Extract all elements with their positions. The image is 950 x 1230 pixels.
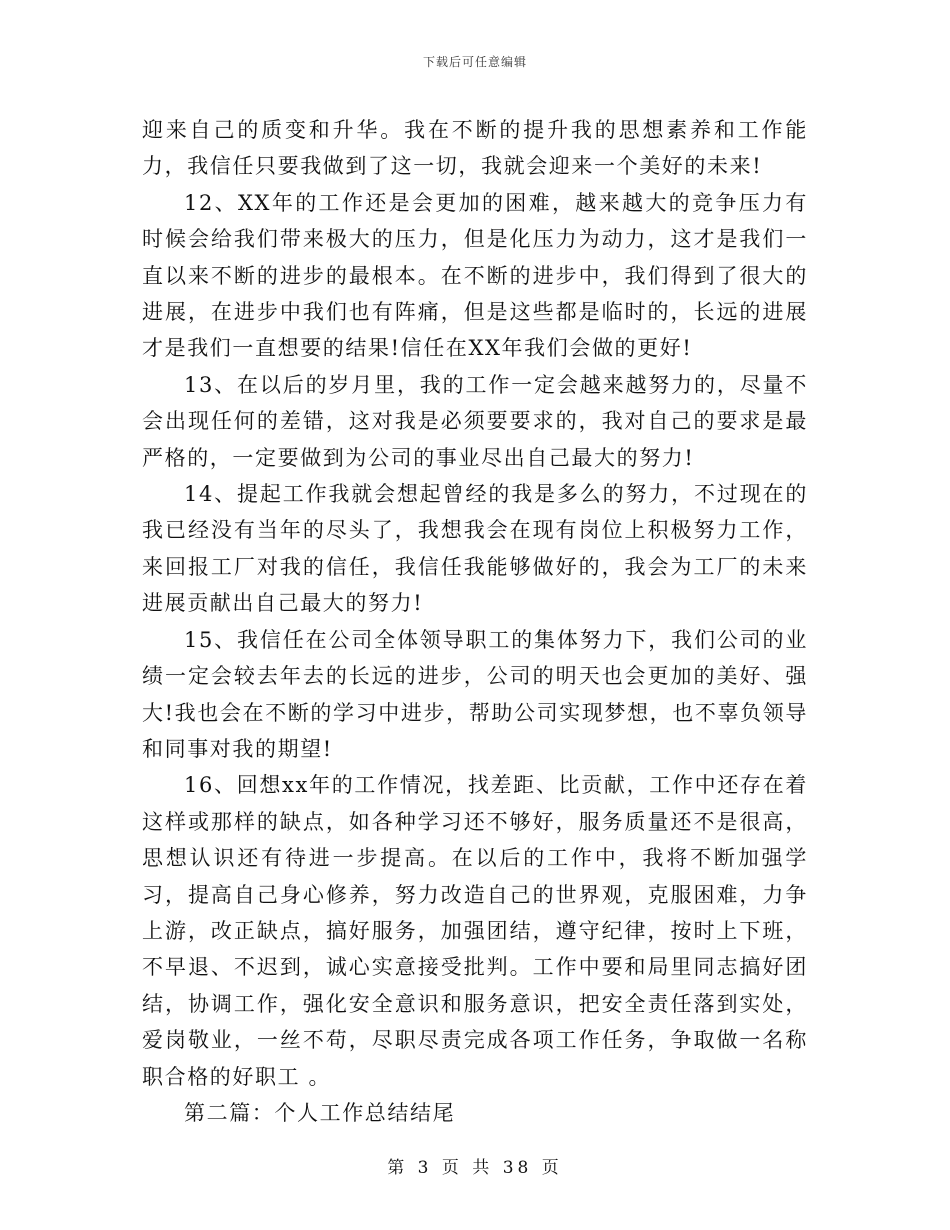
document-body	[142, 112, 808, 1131]
paragraph-13: 13、在以后的岁月里，我的工作一定会越来越努力的，尽量不会出现任何的差错，这对我是必须要要求的，我对自己的要求是最严格的，一定要做到为公司的事业尽出自己最大的努力!	[142, 372, 808, 470]
section-title: 第二篇：个人工作总结结尾	[184, 1100, 456, 1125]
paragraph-continuation: 迎来自己的质变和升华。我在不断的提升我的思想素养和工作能力，我信任只要我做到了这一切，我就会迎来一个美好的未来!	[142, 118, 808, 179]
page-header: 下载后可任意编辑	[422, 55, 527, 69]
paragraph-16: 16、回想xx年的工作情况，找差距、比贡献，工作中还存在着这样或那样的缺点，如各种学习还不够好，服务质量还不是很高，思想认识还有待进一步提高。在以后的工作中，我将不断加强学习，提高自己身心修养，努力改造自己的世界观，克服困难，力争上游，改正缺点，搞好服务，加强团结，遵守纪律，按时上下班，不早退、不迟到，诚心实意接受批判。工作中要和局里同志搞好团结，协调工作，强化安全意识和服务意识，把安全责任落到实处，爱岗敬业，一丝不苟，尽职尽责完成各项工作任务，争取做一名称职合格的好职工 。	[142, 773, 808, 1089]
page-number: 第 3 页 共 38 页	[387, 1158, 563, 1178]
paragraph-12: 12、XX年的工作还是会更加的困难，越来越大的竞争压力有时候会给我们带来极大的压力，但是化压力为动力，这才是我们一直以来不断的进步的最根本。在不断的进步中，我们得到了很大的进展，在进步中我们也有阵痛，但是这些都是临时的，长远的进展才是我们一直想要的结果!信任在XX年我们会做的更好!	[142, 190, 808, 361]
paragraph-15: 15、我信任在公司全体领导职工的集体努力下，我们公司的业绩一定会较去年去的长远的进步，公司的明天也会更加的美好、强大!我也会在不断的学习中进步，帮助公司实现梦想，也不辜负领导和同事对我的期望!	[142, 627, 808, 761]
paragraph-14: 14、提起工作我就会想起曾经的我是多么的努力，不过现在的我已经没有当年的尽头了，我想我会在现有岗位上积极努力工作，来回报工厂对我的信任，我信任我能够做好的，我会为工厂的未来进展贡献出自己最大的努力!	[142, 482, 808, 616]
